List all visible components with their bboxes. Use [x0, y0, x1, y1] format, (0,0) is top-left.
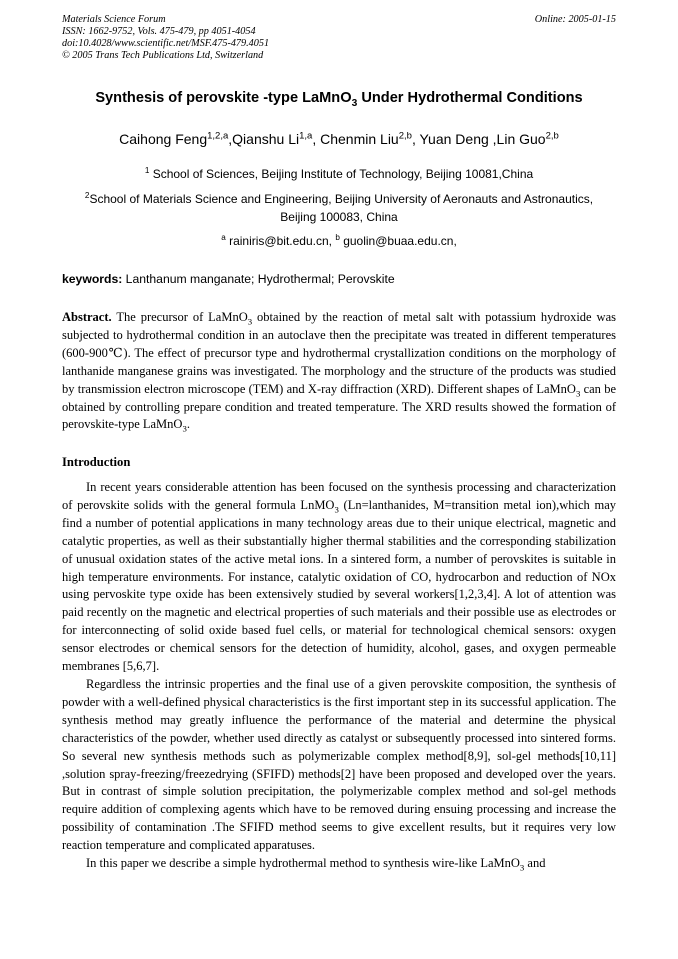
author: Caihong Feng [119, 131, 208, 147]
keywords: keywords: Lanthanum manganate; Hydrothermal; Perovskite [62, 272, 395, 286]
email-line: $^a$ rainiris@bit.edu.cn, $^b$ guolin@buaa.edu.cn, [221, 233, 457, 248]
copyright-line: © 2005 Trans Tech Publications Ltd, Switzerland [62, 50, 264, 62]
email-a: rainiris@bit.edu.cn, [225, 234, 336, 248]
keywords-label: keywords: [62, 272, 123, 286]
paragraph: In recent years considerable attention has been focused on the synthesis processing and characterization of perovskite solids with the general formula LnMO$_3$ (Ln=lanthanides, M=transition metal ion),which may find a number of potential applications in many technology areas due to their unique electrical, magnetic and catalytic properties, as well as their substantially higher thermal stabilities and the corresponding stabilization of unusual oxidation states of the active metal ions. In a sintered form, a number of perovskites is suitable in high temperature environments. For instance, catalytic oxidation of CO, hydrocarbon and reduction of NOx using pervoskite type oxide has been extensively studied by several workers[1,2,3,4]. A lot of attention was paid recently on the magnetic and electrical properties of such materials and their possible use as electrodes or for interconnecting of solid oxide based fuel cells, or material for technological chemical sensors: oxygen sensor electrodes or chemical sensors for the detection of humidity, alcohol, gases, and oxygen permeable membranes [5,6,7]. [62, 480, 616, 674]
introduction-body [62, 479, 616, 873]
publication-header [62, 14, 616, 62]
author: , Chenmin Liu [312, 131, 399, 147]
paper-title: Synthesis of perovskite -type LaMnO$_3$ Under Hydrothermal Conditions [95, 90, 583, 109]
affiliation-2: $^2$School of Materials Science and Engineering, Beijing University of Aeronauts and Astronautics, Beijing 100083, China [84, 191, 594, 224]
affiliation-1: $^1$ School of Sciences, Beijing Institute of Technology, Beijing 10081,China [144, 166, 534, 181]
paragraph: In this paper we describe a simple hydrothermal method to synthesis wire-like LaMnO$_3$ and [86, 856, 546, 873]
author-list: Caihong Feng$^{1,2,a}$,Qianshu Li$^{1,a}$, Chenmin Liu$^{2,b}$, Yuan Deng ,Lin Guo$^{2,b}$ [119, 130, 559, 147]
abstract: Abstract. The precursor of LaMnO$_3$ obtained by the reaction of metal salt with potassium hydroxide was subjected to hydrothermal condition in an autoclave then the precipitate was treated in different temperatures (600-900℃). The effect of precursor type and hydrothermal crystallization conditions on the morphology of lanthanide manganese grains was investigated. The morphology and the structure of the products was studied by transmission electron microscope (TEM) and X-ray diffraction (XRD). Different shapes of LaMnO$_3$ can be obtained by controlling prepare condition and treated temperature. The XRD results showed the formation of perovskite-type LaMnO$_3$. [62, 310, 616, 434]
paragraph: Regardless the intrinsic properties and the final use of a given perovskite composition, the synthesis of powder with a well-defined physical characteristics is the first important step in its successful application. The synthesis method may greatly influence the performance of the material and determine the physical characteristics of the powder, whether used directly as catalyst or subsequently processed into sintered forms. So several new synthesis methods such as polymerizable complex method[8,9], sol-gel methods[10,11] ,solution spray-freezing/freezedrying (SFIFD) methods[2] have been proposed and developed over the years. But in contrast of simple solution precipitation, the polymerizable complex method and sol-gel methods require addition of complexing agents which have to be removed during ensuing processing and increase the possibility of contamination .The SFIFD method seems to give excellent results, but it requires very low reaction temperature and complicated apparatuses. [62, 676, 616, 853]
author: ,Qianshu Li [228, 131, 300, 147]
section-heading-introduction: Introduction [62, 455, 131, 469]
issn-line: ISSN: 1662-9752, Vols. 475-479, pp 4051-4054 [62, 26, 256, 38]
email-b: guolin@buaa.edu.cn, [339, 234, 457, 248]
abstract-label: Abstract. [62, 310, 112, 324]
online-date: Online: 2005-01-15 [534, 14, 616, 25]
doi-line: doi:10.4028/www.scientific.net/MSF.475-479.4051 [62, 38, 270, 50]
journal-name: Materials Science Forum [62, 14, 166, 25]
author: , Yuan Deng ,Lin Guo [411, 131, 546, 147]
